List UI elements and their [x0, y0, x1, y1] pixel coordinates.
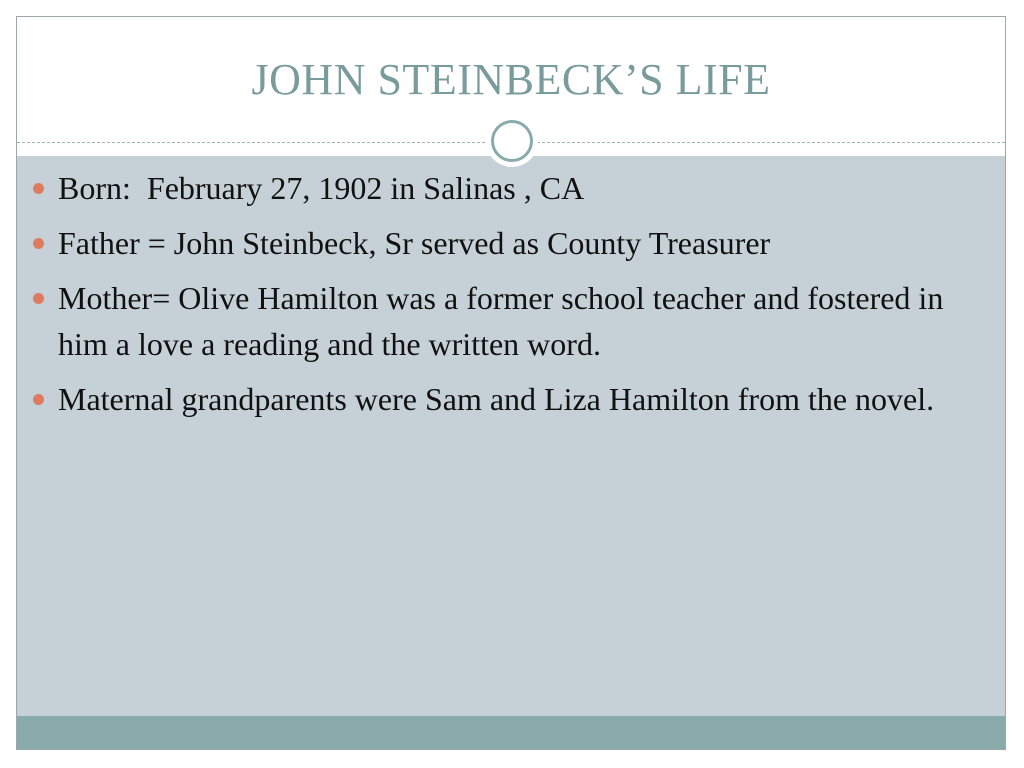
circle-ring-inner — [491, 120, 533, 162]
round-bullet-icon — [33, 293, 44, 304]
bullet-item-mother — [30, 275, 960, 367]
bullet-text: Mother= Olive Hamilton was a former school teacher and fostered in him a love a reading and the written word. — [58, 280, 952, 362]
slide-title: JOHN STEINBECK’S LIFE — [251, 55, 771, 104]
round-bullet-icon — [33, 238, 44, 249]
bullet-item-born — [30, 165, 960, 211]
bullet-text: Maternal grandparents were Sam and Liza Hamilton from the novel. — [58, 381, 935, 417]
bottom-band — [17, 716, 1005, 750]
bullet-text: Born: February 27, 1902 in Salinas , CA — [58, 170, 585, 206]
bullet-list — [30, 165, 960, 431]
bullet-text: Father = John Steinbeck, Sr served as County Treasurer — [58, 225, 771, 261]
circle-ring-icon — [486, 115, 538, 167]
round-bullet-icon — [33, 394, 44, 405]
bullet-item-grandparents — [30, 376, 960, 422]
bullet-item-father — [30, 220, 960, 266]
round-bullet-icon — [33, 183, 44, 194]
